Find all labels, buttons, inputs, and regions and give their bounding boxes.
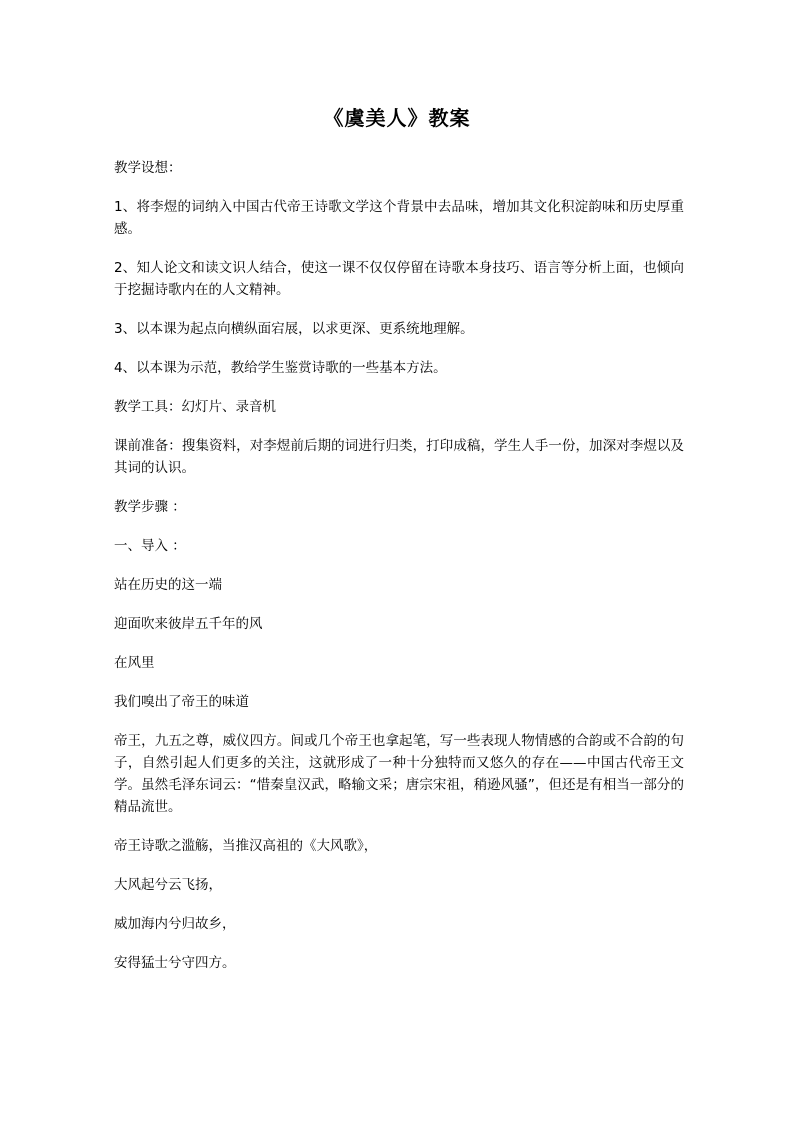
great-wind-song-line: 安得猛士兮守四方。 [114,955,236,971]
document-title: 《虞美人》教案 [323,106,471,130]
emperor-literature-paragraph: 帝王，九五之尊，威仪四方。间或几个帝王也拿起笔，写一些表现人物情感的合韵或不合韵的句子，自然引起人们更多的关注，这就形成了一种十分独特而又悠久的存在——中国古代帝王文学。虽然毛泽东词云：“惜秦皇汉武，略输文采；唐宗宋祖，稍逊风骚”，但还是有相当一部分的精品流世。 [114,733,684,815]
teaching-idea-1: 1、将李煜的词纳入中国古代帝王诗歌文学这个背景中去品味，增加其文化积淀韵味和历史厚重感。 [114,199,684,237]
teaching-idea-4: 4、以本课为示范，教给学生鉴赏诗歌的一些基本方法。 [114,360,447,376]
great-wind-song-line: 大风起兮云飞扬， [114,877,222,893]
great-wind-song-intro: 帝王诗歌之滥觞，当推汉高祖的《大风歌》， [114,838,378,854]
class-preparation: 课前准备：搜集资料，对李煜前后期的词进行归类，打印成稿，学生人手一份，加深对李煜以及其词的认识。 [114,438,684,476]
section-heading-teaching-steps: 教学步骤 ： [114,499,186,515]
great-wind-song-line: 威加海内兮归故乡， [114,916,236,932]
teaching-idea-3: 3、以本课为起点向横纵面宕展，以求更深、更系统地理解。 [114,321,474,337]
teaching-tools: 教学工具：幻灯片、录音机 [114,399,276,415]
poem-line: 我们嗅出了帝王的味道 [114,694,249,710]
teaching-idea-2: 2、知人论文和读文识人结合，使这一课不仅仅停留在诗歌本身技巧、语言等分析上面，也倾向于挖掘诗歌内在的人文精神。 [114,260,684,298]
poem-line: 迎面吹来彼岸五千年的风 [114,616,263,632]
poem-line: 在风里 [114,655,155,671]
document-body [114,157,684,991]
poem-line: 站在历史的这一端 [114,577,222,593]
section-heading-teaching-ideas: 教学设想： [114,160,182,176]
step-1-introduction: 一、导入 ： [114,538,186,554]
